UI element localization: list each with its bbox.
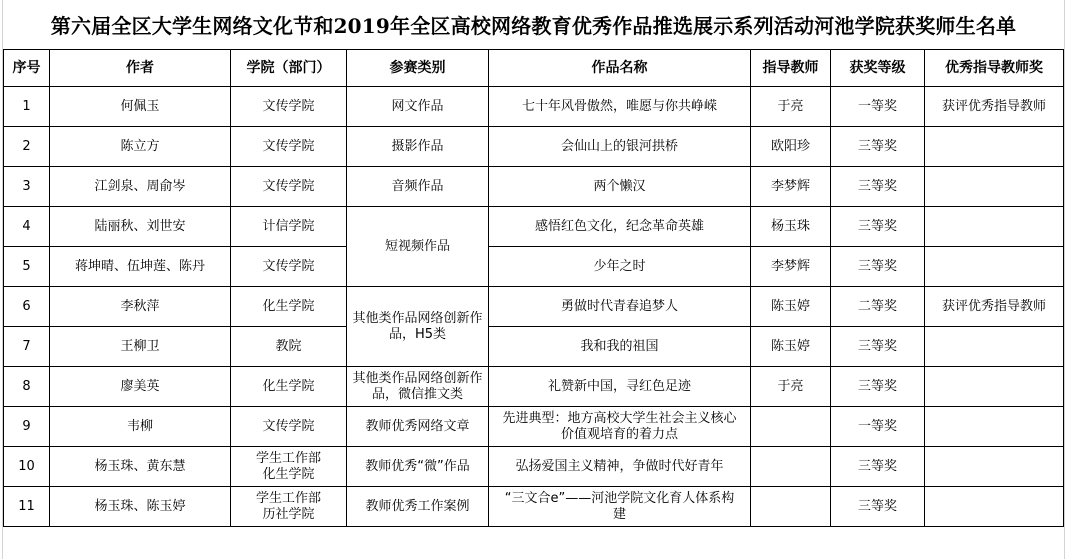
cell-teacher[interactable]	[751, 407, 831, 447]
cell-author[interactable]: 王柳卫	[50, 327, 231, 367]
cell-author[interactable]: 陈立方	[50, 127, 231, 167]
cell-work[interactable]: 勇做时代青春追梦人	[489, 287, 751, 327]
cell-category[interactable]: 其他类作品网络创新作品，微信推文类	[347, 367, 489, 407]
cell-author[interactable]: 杨玉珠、陈玉婷	[50, 487, 231, 527]
header-category[interactable]: 参赛类别	[347, 50, 489, 87]
header-college[interactable]: 学院（部门）	[231, 50, 347, 87]
cell-level[interactable]: 三等奖	[831, 167, 925, 207]
cell-category[interactable]: 教师优秀网络文章	[347, 407, 489, 447]
table-row	[4, 207, 1064, 247]
cell-no[interactable]: 9	[4, 407, 50, 447]
cell-teacher[interactable]: 杨玉珠	[751, 207, 831, 247]
cell-level[interactable]: 三等奖	[831, 367, 925, 407]
cell-author[interactable]: 廖美英	[50, 367, 231, 407]
cell-work[interactable]: “三文合e”——河池学院文化育人体系构建	[489, 487, 751, 527]
cell-no[interactable]: 10	[4, 447, 50, 487]
cell-teacher[interactable]: 于亮	[751, 367, 831, 407]
cell-college[interactable]: 文传学院	[231, 167, 347, 207]
cell-level[interactable]: 三等奖	[831, 127, 925, 167]
header-award[interactable]: 优秀指导教师奖	[925, 50, 1064, 87]
page-title: 第六届全区大学生网络文化节和2019年全区高校网络教育优秀作品推选展示系列活动河池学院获奖师生名单	[50, 14, 1017, 38]
cell-work[interactable]: 礼赞新中国，寻红色足迹	[489, 367, 751, 407]
cell-award[interactable]	[925, 367, 1064, 407]
cell-work[interactable]: 七十年风骨傲然，唯愿与你共峥嵘	[489, 87, 751, 127]
cell-college[interactable]: 文传学院	[231, 247, 347, 287]
cell-level[interactable]: 三等奖	[831, 207, 925, 247]
cell-category[interactable]: 网文作品	[347, 87, 489, 127]
cell-no[interactable]: 5	[4, 247, 50, 287]
table-row	[4, 327, 1064, 367]
cell-no[interactable]: 11	[4, 487, 50, 527]
cell-level[interactable]: 三等奖	[831, 447, 925, 487]
cell-college[interactable]: 计信学院	[231, 207, 347, 247]
cell-level[interactable]: 三等奖	[831, 327, 925, 367]
cell-teacher[interactable]: 陈玉婷	[751, 327, 831, 367]
awards-table	[3, 49, 1064, 527]
cell-college[interactable]: 学生工作部历社学院	[231, 487, 347, 527]
table-row	[4, 247, 1064, 287]
cell-work[interactable]: 弘扬爱国主义精神，争做时代好青年	[489, 447, 751, 487]
cell-teacher[interactable]: 于亮	[751, 87, 831, 127]
cell-no[interactable]: 3	[4, 167, 50, 207]
table-row	[4, 487, 1064, 527]
cell-work[interactable]: 少年之时	[489, 247, 751, 287]
cell-teacher[interactable]	[751, 487, 831, 527]
header-no[interactable]: 序号	[4, 50, 50, 87]
cell-no[interactable]: 8	[4, 367, 50, 407]
table-row	[4, 127, 1064, 167]
cell-award[interactable]	[925, 167, 1064, 207]
cell-no[interactable]: 4	[4, 207, 50, 247]
cell-category[interactable]: 教师优秀“微”作品	[347, 447, 489, 487]
cell-level[interactable]: 三等奖	[831, 247, 925, 287]
cell-no[interactable]: 6	[4, 287, 50, 327]
cell-award[interactable]	[925, 247, 1064, 287]
cell-level[interactable]: 一等奖	[831, 87, 925, 127]
cell-category[interactable]: 其他类作品网络创新作品，H5类	[347, 287, 489, 367]
cell-category[interactable]: 短视频作品	[347, 207, 489, 287]
cell-author[interactable]: 杨玉珠、黄东慧	[50, 447, 231, 487]
cell-award[interactable]	[925, 447, 1064, 487]
cell-award[interactable]	[925, 207, 1064, 247]
cell-award[interactable]	[925, 487, 1064, 527]
cell-teacher[interactable]: 陈玉婷	[751, 287, 831, 327]
cell-college[interactable]: 化生学院	[231, 367, 347, 407]
cell-teacher[interactable]: 李梦辉	[751, 167, 831, 207]
sheet-gridline	[1064, 0, 1065, 559]
cell-award[interactable]	[925, 407, 1064, 447]
table-row	[4, 87, 1064, 127]
cell-category[interactable]: 教师优秀工作案例	[347, 487, 489, 527]
cell-work[interactable]: 我和我的祖国	[489, 327, 751, 367]
cell-no[interactable]: 2	[4, 127, 50, 167]
cell-teacher[interactable]: 李梦辉	[751, 247, 831, 287]
header-work[interactable]: 作品名称	[489, 50, 751, 87]
cell-no[interactable]: 7	[4, 327, 50, 367]
cell-author[interactable]: 李秋萍	[50, 287, 231, 327]
table-row	[4, 367, 1064, 407]
header-row	[4, 50, 1064, 87]
cell-award[interactable]: 获评优秀指导教师	[925, 287, 1064, 327]
cell-work[interactable]: 两个懒汉	[489, 167, 751, 207]
header-level[interactable]: 获奖等级	[831, 50, 925, 87]
cell-author[interactable]: 蒋坤晴、伍坤莲、陈丹	[50, 247, 231, 287]
cell-award[interactable]: 获评优秀指导教师	[925, 87, 1064, 127]
cell-college[interactable]: 教院	[231, 327, 347, 367]
cell-college[interactable]: 学生工作部化生学院	[231, 447, 347, 487]
cell-category[interactable]: 摄影作品	[347, 127, 489, 167]
header-teacher[interactable]: 指导教师	[751, 50, 831, 87]
cell-work[interactable]: 先进典型：地方高校大学生社会主义核心价值观培育的着力点	[489, 407, 751, 447]
cell-teacher[interactable]	[751, 447, 831, 487]
cell-level[interactable]: 二等奖	[831, 287, 925, 327]
table-row	[4, 407, 1064, 447]
cell-college[interactable]: 文传学院	[231, 87, 347, 127]
cell-level[interactable]: 一等奖	[831, 407, 925, 447]
cell-work[interactable]: 感悟红色文化，纪念革命英雄	[489, 207, 751, 247]
cell-author[interactable]: 江剑泉、周俞岑	[50, 167, 231, 207]
cell-author[interactable]: 何佩玉	[50, 87, 231, 127]
cell-college[interactable]: 文传学院	[231, 127, 347, 167]
cell-college[interactable]: 文传学院	[231, 407, 347, 447]
table-row	[4, 287, 1064, 327]
cell-award[interactable]	[925, 327, 1064, 367]
table-row	[4, 447, 1064, 487]
cell-category[interactable]: 音频作品	[347, 167, 489, 207]
cell-teacher[interactable]: 欧阳珍	[751, 127, 831, 167]
cell-level[interactable]: 三等奖	[831, 487, 925, 527]
cell-college[interactable]: 化生学院	[231, 287, 347, 327]
cell-author[interactable]: 陆丽秋、刘世安	[50, 207, 231, 247]
header-author[interactable]: 作者	[50, 50, 231, 87]
cell-award[interactable]	[925, 127, 1064, 167]
cell-no[interactable]: 1	[4, 87, 50, 127]
table-row	[4, 167, 1064, 207]
cell-author[interactable]: 韦柳	[50, 407, 231, 447]
cell-work[interactable]: 会仙山上的银河拱桥	[489, 127, 751, 167]
